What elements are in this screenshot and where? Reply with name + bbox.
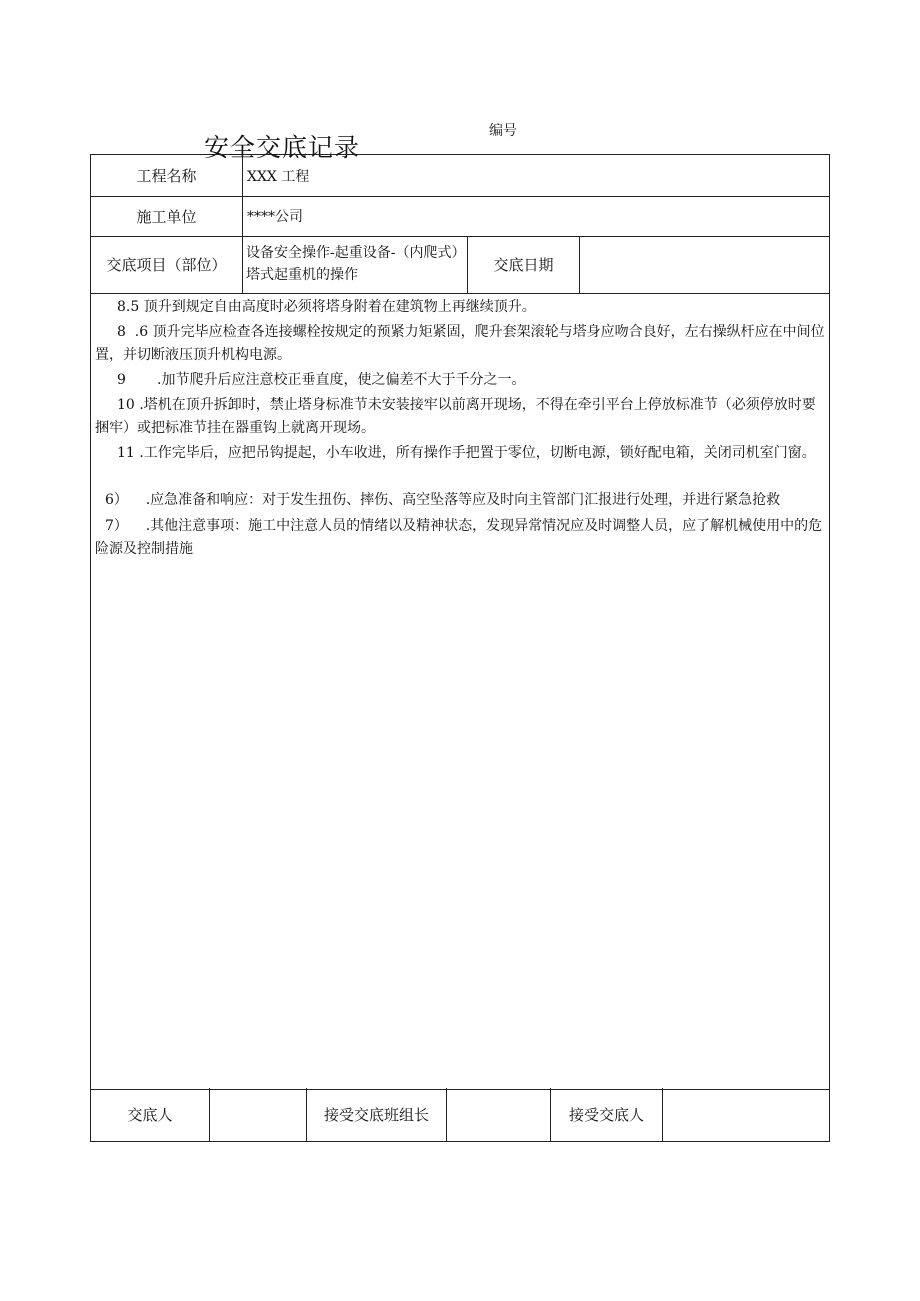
content-line: 8 .6 顶升完毕应检查各连接螺栓按规定的预紧力矩紧固，爬升套架滚轮与塔身应吻合良好，左右操纵杆应在中间位置，并切断液压顶升机构电源。 — [95, 324, 825, 363]
content-gap — [91, 465, 829, 486]
safety-briefing-form — [90, 154, 830, 1142]
content-line: 8.5 顶升到规定自由高度时必须将塔身附着在建筑物上再继续顶升。 — [117, 299, 536, 315]
content-line: 10 .塔机在顶升拆卸时，禁止塔身标准节未安装接牢以前离开现场，不得在牵引平台上停放标准节（必须停放时要捆牢）或把标准节挂在器重钩上就离开现场。 — [95, 397, 816, 436]
signature-row — [91, 1088, 829, 1141]
contractor-label: 施工单位 — [91, 196, 243, 236]
discloser-value[interactable] — [210, 1088, 307, 1141]
item-value[interactable]: 设备安全操作-起重设备-（内爬式）塔式起重机的操作 — [243, 236, 468, 293]
date-value[interactable] — [580, 236, 829, 293]
project-name-row — [91, 155, 829, 197]
content-line: 6） .应急准备和响应：对于发生扭伤、摔伤、高空坠落等应及时向主管部门汇报进行处理，并进行紧急抢救 — [105, 492, 781, 508]
briefing-content[interactable] — [91, 293, 829, 1090]
project-name-label: 工程名称 — [91, 155, 243, 196]
receiver-value[interactable] — [663, 1088, 829, 1141]
contractor-row — [91, 196, 829, 237]
content-line: 9 .加节爬升后应注意校正垂直度，使之偏差不大于千分之一。 — [117, 372, 526, 388]
date-label: 交底日期 — [468, 236, 580, 293]
page-title: 安全交底记录 — [204, 133, 361, 162]
contractor-value[interactable]: ****公司 — [247, 209, 303, 225]
item-label: 交底项目（部位） — [91, 236, 243, 293]
discloser-label: 交底人 — [91, 1088, 210, 1141]
receiver-label: 接受交底人 — [551, 1088, 663, 1141]
project-name-value[interactable]: XXX 工程 — [247, 168, 310, 185]
content-line: 11 .工作完毕后，应把吊钩提起，小车收进，所有操作手把置于零位，切断电源，锁好配电箱，关闭司机室门窗。 — [117, 445, 816, 461]
content-line: 7） .其他注意事项：施工中注意人员的情绪以及精神状态，发现异常情况应及时调整人员，应了解机械使用中的危险源及控制措施 — [95, 518, 823, 557]
team-leader-value[interactable] — [447, 1088, 551, 1141]
item-row — [91, 236, 829, 294]
team-leader-label: 接受交底班组长 — [307, 1088, 447, 1141]
serial-label: 编号 — [489, 123, 517, 139]
